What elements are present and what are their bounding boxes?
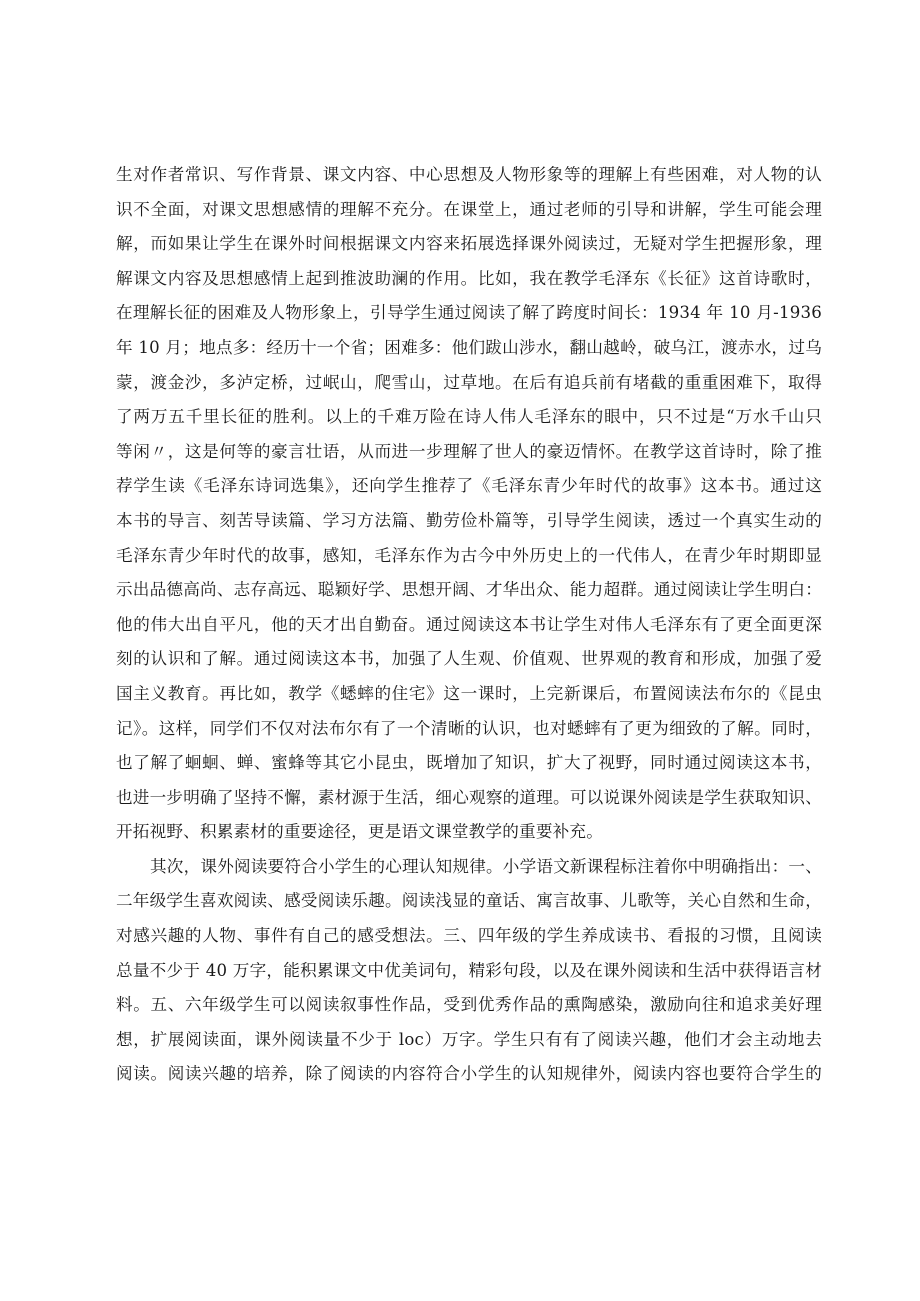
text-line: 生对作者常识、写作背景、课文内容、中心思想及人物形象等的理解上有些困难，对人物的认 bbox=[116, 165, 822, 184]
text-line: 解课文内容及思想感情上起到推波助澜的作用。比如，我在教学毛泽东《长征》这首诗歌时， bbox=[116, 268, 822, 288]
text-line: 本书的导言、刻苦导读篇、学习方法篇、勤劳俭朴篇等，引导学生阅读，透过一个真实生动的 bbox=[116, 510, 822, 530]
text-line: 总量不少于 40 万字，能积累课文中优美词句，精彩句段，以及在课外阅读和生活中获得语言材 bbox=[116, 960, 822, 980]
paragraph-first-line: 其次，课外阅读要符合小学生的心理认知规律。小学语文新课程标注着你中明确指出：一、 bbox=[150, 856, 822, 876]
text-line: 示出品德高尚、志存高远、聪颖好学、思想开阔、才华出众、能力超群。通过阅读让学生明白： bbox=[116, 580, 822, 600]
text-line: 料。五、六年级学生可以阅读叙事性作品，受到优秀作品的熏陶感染，激励向往和追求美好理 bbox=[116, 995, 822, 1015]
text-line: 年 10 月；地点多：经历十一个省；困难多：他们跋山涉水，翻山越岭，破乌江，渡赤水，过乌 bbox=[116, 337, 822, 357]
text-line: 毛泽东青少年时代的故事，感知，毛泽东作为古今中外历史上的一代伟人，在青少年时期即显 bbox=[116, 545, 822, 565]
text-line: 荐学生读《毛泽东诗词选集》，还向学生推荐了《毛泽东青少年时代的故事》这本书。通过这 bbox=[116, 476, 822, 496]
text-line: 国主义教育。再比如，教学《蟋蟀的住宅》这一课时，上完新课后，布置阅读法布尔的《昆虫 bbox=[116, 683, 822, 703]
text-line: 对感兴趣的人物、事件有自己的感受想法。三、四年级的学生养成读书、看报的习惯，且阅读 bbox=[116, 926, 822, 946]
text-line: 了两万五千里长征的胜利。以上的千难万险在诗人伟人毛泽东的眼中，只不过是“万水千山只 bbox=[116, 407, 822, 427]
text-line: 记》。这样，同学们不仅对法布尔有了一个清晰的认识，也对蟋蟀有了更为细致的了解。同时， bbox=[116, 718, 822, 738]
text-line: 刻的认识和了解。通过阅读这本书，加强了人生观、价值观、世界观的教育和形成，加强了爱 bbox=[116, 649, 822, 669]
text-line: 蒙，渡金沙，多泸定桥，过岷山，爬雪山，过草地。在后有追兵前有堵截的重重困难下，取得 bbox=[116, 372, 822, 392]
text-line: 二年级学生喜欢阅读、感受阅读乐趣。阅读浅显的童话、寓言故事、儿歌等，关心自然和生命， bbox=[116, 891, 822, 911]
text-line: 他的伟大出自平凡，他的天才出自勤奋。通过阅读这本书让学生对伟人毛泽东有了更全面更深 bbox=[116, 614, 822, 634]
text-line: 也了解了蛔蛔、蝉、蜜蜂等其它小昆虫，既增加了知识，扩大了视野，同时通过阅读这本书， bbox=[116, 753, 822, 773]
body-text bbox=[116, 158, 822, 1092]
text-line: 等闲〃，这是何等的豪言壮语，从而进一步理解了世人的豪迈情怀。在教学这首诗时，除了推 bbox=[116, 441, 822, 461]
text-line: 识不全面，对课文思想感情的理解不充分。在课堂上，通过老师的引导和讲解，学生可能会理 bbox=[116, 199, 822, 219]
text-line: 想，扩展阅读面，课外阅读量不少于 loc）万字。学生只有有了阅读兴趣，他们才会主动地去 bbox=[116, 1029, 822, 1049]
text-line: 阅读。阅读兴趣的培养，除了阅读的内容符合小学生的认知规律外，阅读内容也要符合学生的 bbox=[116, 1064, 822, 1084]
text-line: 在理解长征的困难及人物形象上，引导学生通过阅读了解了跨度时间长：1934 年 10 月-1936 bbox=[116, 303, 822, 323]
text-line: 解，而如果让学生在课外时间根据课文内容来拓展选择课外阅读过，无疑对学生把握形象，理 bbox=[116, 234, 822, 254]
text-line: 开拓视野、积累素材的重要途径，更是语文课堂教学的重要补充。 bbox=[116, 822, 604, 842]
text-line: 也进一步明确了坚持不懈，素材源于生活，细心观察的道理。可以说课外阅读是学生获取知识、 bbox=[116, 787, 822, 807]
